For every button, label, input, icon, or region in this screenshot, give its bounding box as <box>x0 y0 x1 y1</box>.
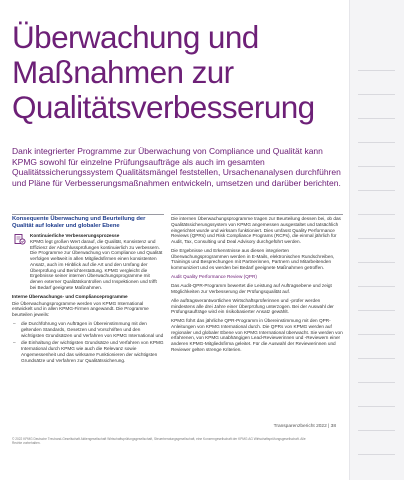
title-line-1: Überwachung und <box>12 19 259 55</box>
list-item: – die Einhaltung der wichtigsten Grundsätze und Verfahren von KPMG International durch KPMG wie auch die Relevanz sowie Angemessenheit und das wirksame Funktionieren der wichtigsten Grundsätze und Verfahren zur Qualitätssicherung. <box>21 340 164 363</box>
paragraph-1: Die internen Überwachungsprogramme tragen zur Beurteilung dessen bei, ob das Qualitätssicherungssystem von KPMG angemessen ausgestaltet und tatsächlich eingerichtet wurde und wirksam funktioniert. Dies umfasst Quality Performance Reviews (QPRs) und Risk Compliance Programs (RCPs), die einmal jährlich für Audit, Tax, Consulting und Deal Advisory durchgeführt werden. <box>171 216 341 244</box>
continuous-improvement-block <box>12 233 164 291</box>
copyright-note: © 2022 KPMG Deutsche Treuhand-Gesellschaft Aktiengesellschaft Wirtschaftsprüfungsgesellschaft, Steuerberatungsgesellschaft, eine Konzerngesellschaft der KPMG AG Wirtschaftsprüfungsgesellschaft. Alle Rechte vorbehalten. <box>12 437 306 445</box>
right-column <box>171 216 343 356</box>
page-title <box>12 20 342 125</box>
intro-paragraph: Dank integrierter Programme zur Überwachung von Compliance und Qualität kann KPMG sowohl für einzelne Prüfungsaufträge als auch im gesamten Qualitätssicherungssystem Qualitätsmängel feststellen, Ursachenanalysen durchführen und Pläne für Verbesserungsmaßnahmen entwickeln, umsetzen und darüber berichten. <box>12 146 341 188</box>
paragraph-4: Alle auftragsverantwortlichen Wirtschaftsprüferinnen und -prüfer werden mindestens alle drei Jahre einer Überprüfung unterzogen. Bei der Auswahl der Prüfungsaufträge wird ein risikobasierter Ansatz gewählt. <box>171 297 334 315</box>
paragraph-5: KPMG führt das jährliche QPR-Programm in Übereinstimmung mit den QPR-Anleitungen von KPMG International durch. Die QPRs von KPMG werden auf regionaler und globaler Ebene von KPMG International überwacht. Sie werden von erfahrenen, von KPMG unabhängigen Lead-Reviewerinnen und -Reviewern einer anderen KPMG-Mitgliedsfirma geleitet. Für die Auswahl der Reviewerinnen und Reviewer gelten strenge Kriterien. <box>171 318 343 352</box>
sub-heading: Interne Überwachungs- und Complianceprogramme <box>12 293 128 299</box>
title-line-2: Maßnahmen zur <box>12 54 234 90</box>
page-number: Transparenzbericht 2022 | 38 <box>273 424 336 429</box>
list-item: – die Durchführung von Aufträgen in Übereinstimmung mit den geltenden Standards, Gesetzen und Vorschriften und den wichtigsten Grundsätzen und Verfahren von KPMG International und <box>21 321 164 338</box>
sub-text: Die Überwachungsprogramme werden von KPMG International entwickelt und in allen KPMG-Firmen angewandt. Die Programme beurteilen jeweils: <box>12 300 149 318</box>
icon-text: KPMG legt großen Wert darauf, die Qualität, Konsistenz und Effizienz der Abschlussprüfungen kontinuierlich zu verbessern. Die Programme zur Überwachung von Compliance und Qualität verfolgen weltweit in allen Mitgliedsfirmen einen konsistenten Ansatz, auch im Hinblick auf die Art und den Umfang der Überprüfung und Berichterstattung. KPMG vergleicht die Ergebnisse seiner internen Überwachungsprogramme mit denen externer Qualitätskontrollen und Inspektionen und trifft bei Bedarf geeignete Maßnahmen. <box>30 238 163 290</box>
left-column-rule <box>12 214 164 215</box>
qpr-section-heading: Audit Quality Performance Review (QPR) <box>171 274 257 280</box>
paragraph-2: Die Ergebnisse und Erkenntnisse aus diesen integrierten Überwachungsprogrammen werden in E-Mails, elektronischen Rundschreiben, Trainings und Besprechungen mit Partnerinnen, Partnern und Mitarbeitenden kommuniziert und es werden bei Bedarf geeignete Maßnahmen getroffen. <box>171 247 335 271</box>
assessment-list <box>12 321 164 363</box>
left-column <box>12 216 164 366</box>
title-line-3: Qualitätsverbesserung <box>12 89 315 125</box>
paragraph-3: Das Audit-QPR-Programm bewertet die Leistung auf Auftragsebene und zeigt Möglichkeiten zur Verbesserung der Prüfungsqualität auf. <box>171 283 332 294</box>
icon-heading: Kontinuierliche Verbesserungsprozesse <box>30 233 120 239</box>
document-check-icon <box>14 234 26 245</box>
right-column-rule <box>171 214 343 215</box>
right-sidebar <box>349 0 404 480</box>
section-heading: Konsequente Überwachung und Beurteilung der Qualität auf lokaler und globaler Ebene <box>12 216 146 229</box>
